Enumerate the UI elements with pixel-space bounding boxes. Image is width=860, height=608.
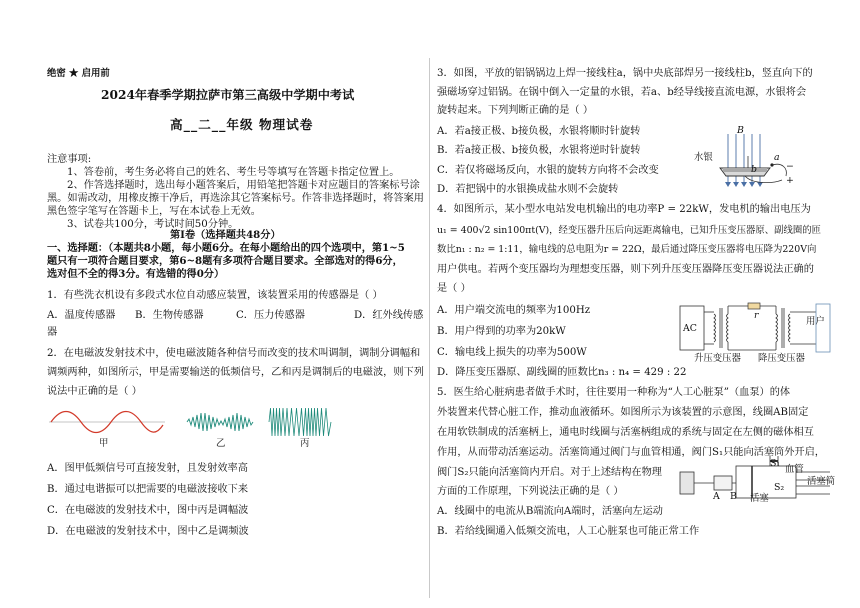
question-4: 是（ ）	[437, 283, 471, 294]
question-5: 5．医生给心脏病患者做手术时，往往要用一种称为“人工心脏泵”（血泵）的体	[437, 387, 791, 398]
q3-option-d: D．若把锅中的水银换成盐水则不会旋转	[437, 184, 619, 195]
coil-b-label: B	[730, 491, 737, 502]
fm-wave	[269, 408, 331, 436]
fig-label-bing: 丙	[300, 438, 310, 449]
notes-heading: 注意事项:	[47, 154, 92, 165]
mercury-layer	[723, 168, 767, 172]
terminal-a-label: a	[774, 152, 780, 163]
question-2: 2．在电磁波发射技术中，使电磁波随各种信号而改变的技术叫调制，调制分调幅和	[47, 348, 421, 359]
resistor-label: r	[754, 310, 759, 321]
q1-option-d-tail: 器	[47, 327, 58, 338]
section-instruction: 一、选择题：（本题共8小题，每小题6分。在每小题给出的四个选项中，第1~5	[47, 242, 405, 254]
q3-option-b: B．若a接正极、b接负极，水银将逆时针旋转	[437, 145, 641, 156]
q1-option-a: A．温度传感器	[47, 310, 116, 321]
terminal-b-label: b	[751, 164, 758, 175]
q2-option-b: B．通过电谐振可以把需要的电磁波接收下来	[47, 484, 249, 495]
q3-option-c: C．若仅将磁场反向，水银的旋转方向将不会改变	[437, 165, 659, 176]
question-4: 用户供电。若两个变压器均为理想变压器，则下列升压变压器降压变压器说法正确的	[437, 264, 814, 275]
question-5: 在用软铁制成的活塞柄上，通电时线圈与活塞柄组成的系统与固定在左侧的磁体相互	[437, 427, 814, 438]
question-4: 数比n₁ : n₂ = 1:11，输电线的总电阻为r = 22Ω，最后通过降压变压器将电压降为220V向	[437, 244, 817, 255]
step-down-label: 降压变压器	[758, 353, 805, 364]
q2-option-c: C．在电磁波的发射技术中，图中丙是调幅波	[47, 505, 249, 516]
fig-label-jia: 甲	[99, 438, 109, 449]
ac-label: AC	[683, 323, 697, 334]
minus-label: −	[786, 161, 794, 172]
q5-option-a: A．线圈中的电流从B端流向A端时，活塞向左运动	[437, 506, 663, 517]
note-line: 黑色签字笔写在答题卡上，写在本试卷上无效。	[47, 206, 261, 217]
wire-b	[745, 176, 782, 183]
note-line: 黑。如需改动，用橡皮擦干净后，再选涂其它答案标号。作答非选择题时，将答案用	[47, 193, 424, 204]
piston-label: 活塞	[750, 493, 769, 504]
question-3: 强磁场穿过铝锅。在锅中倒入一定量的水银，若a、b经导线接直流电源，水银将会	[437, 87, 807, 98]
q4-option-d: D．降压变压器原、副线圈的匝数比n₃ : n₄ = 429 : 22	[437, 367, 687, 378]
section-instruction: 题只有一项符合题目要求，第6~8题有多项符合题目要求。全部选对的得6分，	[47, 255, 403, 267]
question-3: 旋转起来。下列判断正确的是（ ）	[437, 105, 594, 116]
question-4: u₁ = 400√2 sin100πt(V)，经变压器升压后向远距离输电，已知升压变压器原、副线圈的匝	[437, 225, 822, 236]
vessel-label: 血管	[785, 464, 804, 475]
q3-option-a: A．若a接正极、b接负极，水银将顺时针旋转	[437, 126, 641, 137]
secret-label: 绝密 ★ 启用前	[47, 68, 110, 79]
question-5: 方面的工作原理，下列说法正确的是（ ）	[437, 486, 624, 497]
q2-option-d: D．在电磁波的发射技术中，图中乙是调频波	[47, 526, 249, 537]
exam-title: 2024年春季学期拉萨市第三高级中学期中考试	[101, 88, 355, 102]
q4-option-b: B．用户得到的功率为20kW	[437, 326, 566, 337]
mercury-label: 水银	[694, 152, 713, 163]
note-line: 3、试卷共100分，考试时间50分钟。	[67, 219, 239, 230]
q1-option-b: B．生物传感器	[135, 310, 204, 321]
valve-s1-label: S₁	[770, 458, 781, 469]
field-label-b: B	[737, 125, 744, 136]
q2-option-a: A．图甲低频信号可直接发射，且发射效率高	[47, 463, 248, 474]
question-3: 3．如图，平放的铝锅锅边上焊一接线柱a，锅中央底部焊另一接线柱b，竖直向下的	[437, 68, 813, 79]
q1-option-c: C．压力传感器	[236, 310, 305, 321]
question-5: 作用，从而带动活塞运动。活塞筒通过阀门与血管相通，阀门S₁只能向活塞筒外开启，	[437, 447, 825, 458]
magnetic-field-lines	[728, 134, 760, 186]
am-wave	[187, 413, 253, 431]
exam-subtitle: 高__二__年级 物理试卷	[170, 117, 314, 132]
cylinder-label: 活塞筒	[807, 476, 836, 487]
q1-option-d: D．红外线传感	[354, 310, 424, 321]
section-title: 第Ⅰ卷（选择题共48分）	[170, 229, 281, 241]
coil-a-label: A	[713, 491, 720, 502]
column-divider	[429, 58, 430, 598]
plus-label: +	[786, 175, 794, 186]
question-1: 1．有些洗衣机设有多段式水位自动感应装置，该装置采用的传感器是（ ）	[47, 290, 383, 301]
fig-label-yi: 乙	[216, 438, 226, 449]
question-2: 调频两种，如图所示，甲是需要输送的低频信号，乙和丙是调制后的电磁波，则下列	[47, 367, 424, 378]
question-2: 说法中正确的是（ ）	[47, 386, 142, 397]
section-instruction: 选对但不全的得3分。有选错的得0分）	[47, 268, 225, 280]
step-up-label: 升压变压器	[694, 353, 741, 364]
question-5: 外装置来代替心脏工作，推动血液循环。如图所示为该装置的示意图，线圈AB固定	[437, 407, 809, 418]
question-5: 阀门S₂只能向活塞筒内开启。对于上述结构在物理	[437, 467, 662, 478]
user-label: 用户	[806, 316, 825, 327]
note-line: 1、答卷前，考生务必将自己的姓名、考生号等填写在答题卡指定位置上。	[67, 167, 400, 178]
q4-option-a: A．用户端交流电的频率为100Hz	[437, 305, 591, 316]
note-line: 2、作答选择题时，选出每小题答案后，用铅笔把答题卡对应题目的答案标号涂	[67, 180, 420, 191]
q5-option-b: B．若给线圈通入低频交流电，人工心脏泵也可能正常工作	[437, 526, 700, 537]
question-4: 4．如图所示，某小型水电站发电机输出的电功率P = 22kW，发电机的输出电压为	[437, 204, 811, 215]
wire-a	[772, 164, 786, 176]
q4-option-c: C．输电线上损失的功率为500W	[437, 347, 587, 358]
valve-s2-label: S₂	[774, 482, 785, 493]
